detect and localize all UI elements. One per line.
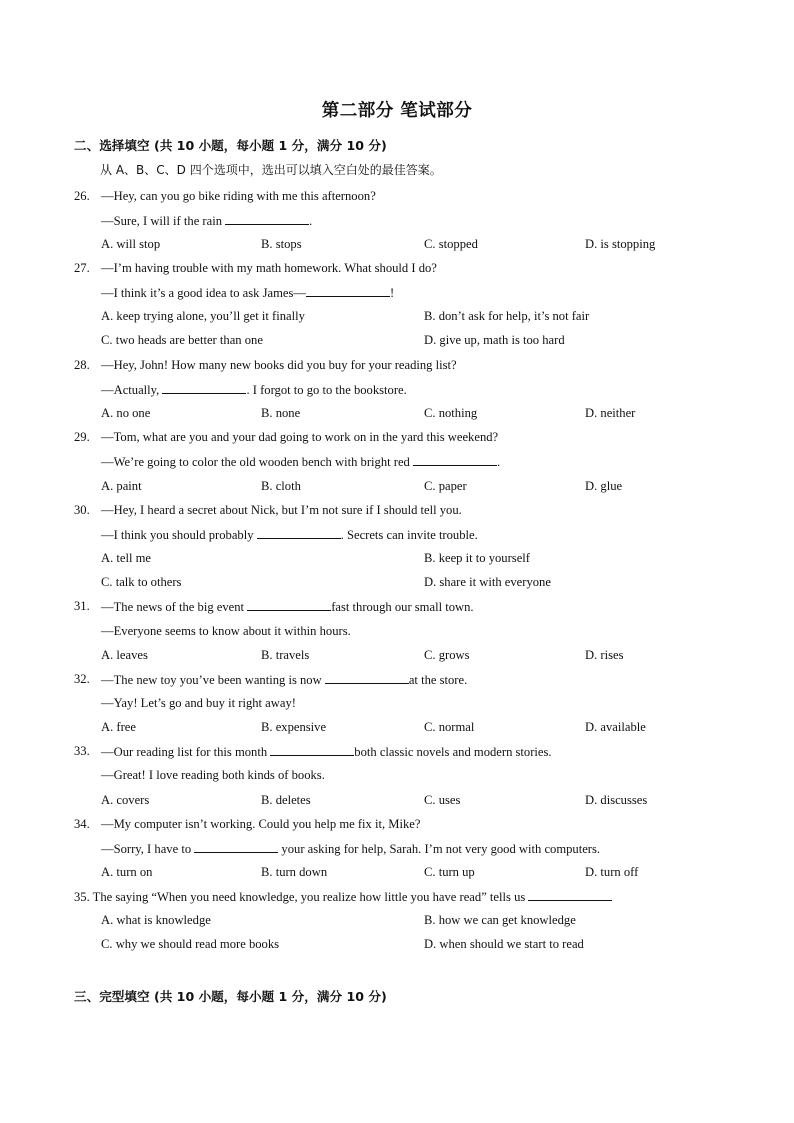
option-a[interactable]: A. no one bbox=[101, 406, 151, 420]
answer-blank[interactable] bbox=[413, 453, 497, 466]
question-line-1: —The new toy you’ve been wanting is now at the store. bbox=[101, 673, 468, 687]
question-line-1: —The news of the big event fast through our small town. bbox=[101, 600, 474, 614]
option-b[interactable]: B. none bbox=[261, 406, 301, 420]
answer-blank[interactable] bbox=[225, 212, 309, 225]
question-number: 30. bbox=[74, 503, 90, 517]
option-b[interactable]: B. travels bbox=[261, 648, 310, 662]
option-a[interactable]: A. covers bbox=[101, 793, 150, 807]
section-3-heading: 三、完型填空 (共 10 小题，每小题 1 分，满分 10 分) bbox=[74, 989, 387, 1004]
question-line-2: —Actually, . I forgot to go to the bookstore. bbox=[101, 383, 407, 397]
option-b[interactable]: B. turn down bbox=[261, 865, 328, 879]
option-c[interactable]: C. nothing bbox=[424, 406, 478, 420]
option-b[interactable]: B. how we can get knowledge bbox=[424, 913, 576, 927]
option-c[interactable]: C. uses bbox=[424, 793, 461, 807]
option-d[interactable]: D. share it with everyone bbox=[424, 575, 551, 589]
question-line-1: —Hey, John! How many new books did you buy for your reading list? bbox=[101, 358, 457, 372]
section-2-instruction: 从 A、B、C、D 四个选项中，选出可以填入空白处的最佳答案。 bbox=[100, 163, 442, 177]
question-line-2: —I think it’s a good idea to ask James— ! bbox=[101, 286, 395, 300]
option-d[interactable]: D. when should we start to read bbox=[424, 937, 584, 951]
option-b[interactable]: B. expensive bbox=[261, 720, 327, 734]
option-c[interactable]: C. turn up bbox=[424, 865, 475, 879]
option-c[interactable]: C. normal bbox=[424, 720, 475, 734]
question-number: 31. bbox=[74, 599, 90, 613]
page-title: 第二部分 笔试部分 bbox=[321, 101, 473, 121]
option-a[interactable]: A. paint bbox=[101, 479, 142, 493]
option-a[interactable]: A. will stop bbox=[101, 237, 161, 251]
question-line-2: —Sure, I will if the rain . bbox=[101, 214, 313, 228]
option-c[interactable]: C. two heads are better than one bbox=[101, 333, 263, 347]
option-d[interactable]: D. available bbox=[585, 720, 646, 734]
section-2-heading: 二、选择填空 (共 10 小题，每小题 1 分，满分 10 分) bbox=[74, 138, 387, 153]
answer-blank[interactable] bbox=[257, 526, 341, 539]
question-line-1: —Hey, can you go bike riding with me this afternoon? bbox=[101, 189, 376, 203]
question-number: 35. bbox=[74, 890, 90, 904]
question-line-1: 35. The saying “When you need knowledge, you realize how little you have read” tells us bbox=[74, 888, 612, 905]
question-line-2: —We’re going to color the old wooden bench with bright red . bbox=[101, 455, 501, 469]
answer-blank[interactable] bbox=[270, 743, 354, 756]
question-number: 29. bbox=[74, 430, 90, 444]
question-line-1: —Our reading list for this month both classic novels and modern stories. bbox=[101, 745, 552, 759]
question-number: 26. bbox=[74, 189, 90, 203]
answer-blank[interactable] bbox=[162, 381, 246, 394]
option-a[interactable]: A. free bbox=[101, 720, 136, 734]
question-line-2: —Yay! Let’s go and buy it right away! bbox=[101, 696, 296, 710]
option-c[interactable]: C. stopped bbox=[424, 237, 478, 251]
answer-blank[interactable] bbox=[306, 284, 390, 297]
question-line-1: —Hey, I heard a secret about Nick, but I’m not sure if I should tell you. bbox=[101, 503, 462, 517]
option-a[interactable]: A. turn on bbox=[101, 865, 153, 879]
question-number: 33. bbox=[74, 744, 90, 758]
option-d[interactable]: D. turn off bbox=[585, 865, 639, 879]
question-number: 34. bbox=[74, 817, 90, 831]
answer-blank[interactable] bbox=[528, 888, 612, 901]
option-b[interactable]: B. stops bbox=[261, 237, 302, 251]
question-line-1: —I’m having trouble with my math homework. What should I do? bbox=[101, 261, 437, 275]
option-b[interactable]: B. keep it to yourself bbox=[424, 551, 530, 565]
option-d[interactable]: D. discusses bbox=[585, 793, 648, 807]
question-number: 28. bbox=[74, 358, 90, 372]
option-a[interactable]: A. keep trying alone, you’ll get it finally bbox=[101, 309, 305, 323]
question-line-2: —I think you should probably . Secrets can invite trouble. bbox=[101, 528, 478, 542]
question-line-2: —Great! I love reading both kinds of books. bbox=[101, 768, 325, 782]
option-d[interactable]: D. is stopping bbox=[585, 237, 656, 251]
option-d[interactable]: D. give up, math is too hard bbox=[424, 333, 565, 347]
question-line-2: —Sorry, I have to your asking for help, Sarah. I’m not very good with computers. bbox=[101, 842, 601, 856]
option-d[interactable]: D. neither bbox=[585, 406, 636, 420]
option-d[interactable]: D. glue bbox=[585, 479, 623, 493]
answer-blank[interactable] bbox=[194, 840, 278, 853]
option-b[interactable]: B. don’t ask for help, it’s not fair bbox=[424, 309, 590, 323]
question-number: 32. bbox=[74, 672, 90, 686]
question-line-2: —Everyone seems to know about it within hours. bbox=[101, 624, 351, 638]
option-a[interactable]: A. leaves bbox=[101, 648, 148, 662]
option-d[interactable]: D. rises bbox=[585, 648, 624, 662]
option-c[interactable]: C. grows bbox=[424, 648, 470, 662]
question-line-1: —Tom, what are you and your dad going to work on in the yard this weekend? bbox=[101, 430, 499, 444]
option-a[interactable]: A. tell me bbox=[101, 551, 152, 565]
question-number: 27. bbox=[74, 261, 90, 275]
option-b[interactable]: B. cloth bbox=[261, 479, 301, 493]
option-a[interactable]: A. what is knowledge bbox=[101, 913, 211, 927]
option-c[interactable]: C. paper bbox=[424, 479, 467, 493]
option-b[interactable]: B. deletes bbox=[261, 793, 311, 807]
option-c[interactable]: C. talk to others bbox=[101, 575, 182, 589]
answer-blank[interactable] bbox=[325, 671, 409, 684]
option-c[interactable]: C. why we should read more books bbox=[101, 937, 280, 951]
answer-blank[interactable] bbox=[247, 598, 331, 611]
question-line-1: —My computer isn’t working. Could you help me fix it, Mike? bbox=[101, 817, 421, 831]
